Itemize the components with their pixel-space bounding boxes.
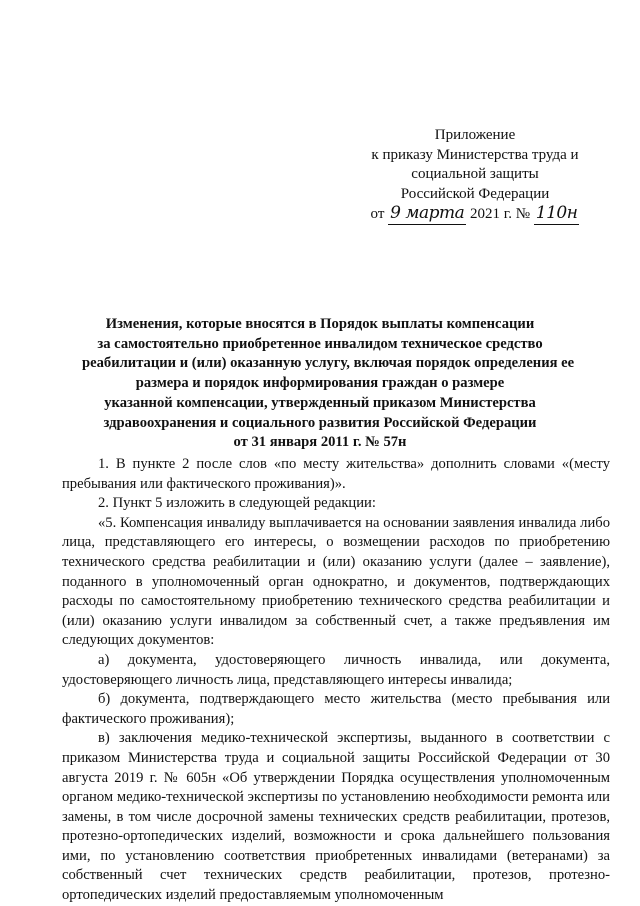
year-number-label: 2021 г. № (470, 206, 531, 222)
heading-line: реабилитации и (или) оказанную услугу, включая порядок определения ее (82, 355, 575, 372)
paragraph-subitem-a: а) документа, удостоверяющего личность инвалида, или документа, удостоверяющего личность лица, представляющего интересы инвалида; (62, 651, 610, 688)
appendix-title: Приложение (434, 127, 516, 143)
paragraph-subitem-v: в) заключения медико-технической экспертизы, выданного в соответствии с приказом Министерства труда и социальной защиты Российской Федерации от 30 августа 2019 г. № 605н «Об утверждении Порядка осуществления уполномоченным органом медико-технической экспертизы по установлению необходимости ремонта или замены, в том числе досрочной замены технических средств реабилитации, протезов, протезно-ортопедических изделий, возможности и срока дальнейшего пользования ими, по установлению соответствия приобретенных инвалидами (ветеранами) за собственный счет технических средств реабилитации, протезов, протезно-ортопедических изделий предоставляемым уполномоченным (62, 730, 610, 904)
paragraph-subitem-b: б) документа, подтверждающего место жительства (место пребывания или фактического проживания); (62, 691, 610, 727)
handwritten-date: 9 марта (390, 203, 465, 223)
paragraph-item-1: 1. В пункте 2 после слов «по месту жительства» дополнить словами «(месту пребывания или фактического проживания)». (62, 456, 610, 492)
document-heading (82, 315, 575, 453)
heading-line: за самостоятельно приобретенное инвалидом техническое средство (97, 335, 543, 352)
appendix-ministry-line: социальной защиты (411, 166, 539, 182)
appendix-order-line: к приказу Министерства труда и (371, 146, 579, 163)
heading-line: указанной компенсации, утвержденный приказом Министерства (104, 394, 536, 411)
appendix-block (340, 126, 610, 225)
heading-line: здравоохранения и социального развития Российской Федерации (103, 414, 537, 431)
appendix-country-line: Российской Федерации (400, 185, 550, 202)
heading-line: размера и порядок информирования граждан о размере (135, 375, 505, 392)
paragraph-point-5: «5. Компенсация инвалиду выплачивается на основании заявления инвалида либо лица, представляющего его интересы, о возмещении расходов по приобретению технического средства реабилитации и (или) оказанию услуги (далее – заявление), поданного в уполномоченный орган однократно, и документов, подтверждающих расходы по самостоятельному приобретению технического средства реабилитации и (или) оказанию услуги инвалидом за собственный счет, а также предъявления им следующих документов: (62, 514, 610, 649)
handwritten-order-number: 110н (535, 203, 578, 223)
appendix-date-line (340, 204, 610, 225)
date-prefix: от (370, 206, 385, 222)
paragraph-item-2: 2. Пункт 5 изложить в следующей редакции: (98, 495, 376, 512)
heading-line: Изменения, которые вносятся в Порядок выплаты компенсации (105, 316, 535, 332)
document-body (62, 455, 610, 906)
heading-line: от 31 января 2011 г. № 57н (233, 434, 407, 451)
